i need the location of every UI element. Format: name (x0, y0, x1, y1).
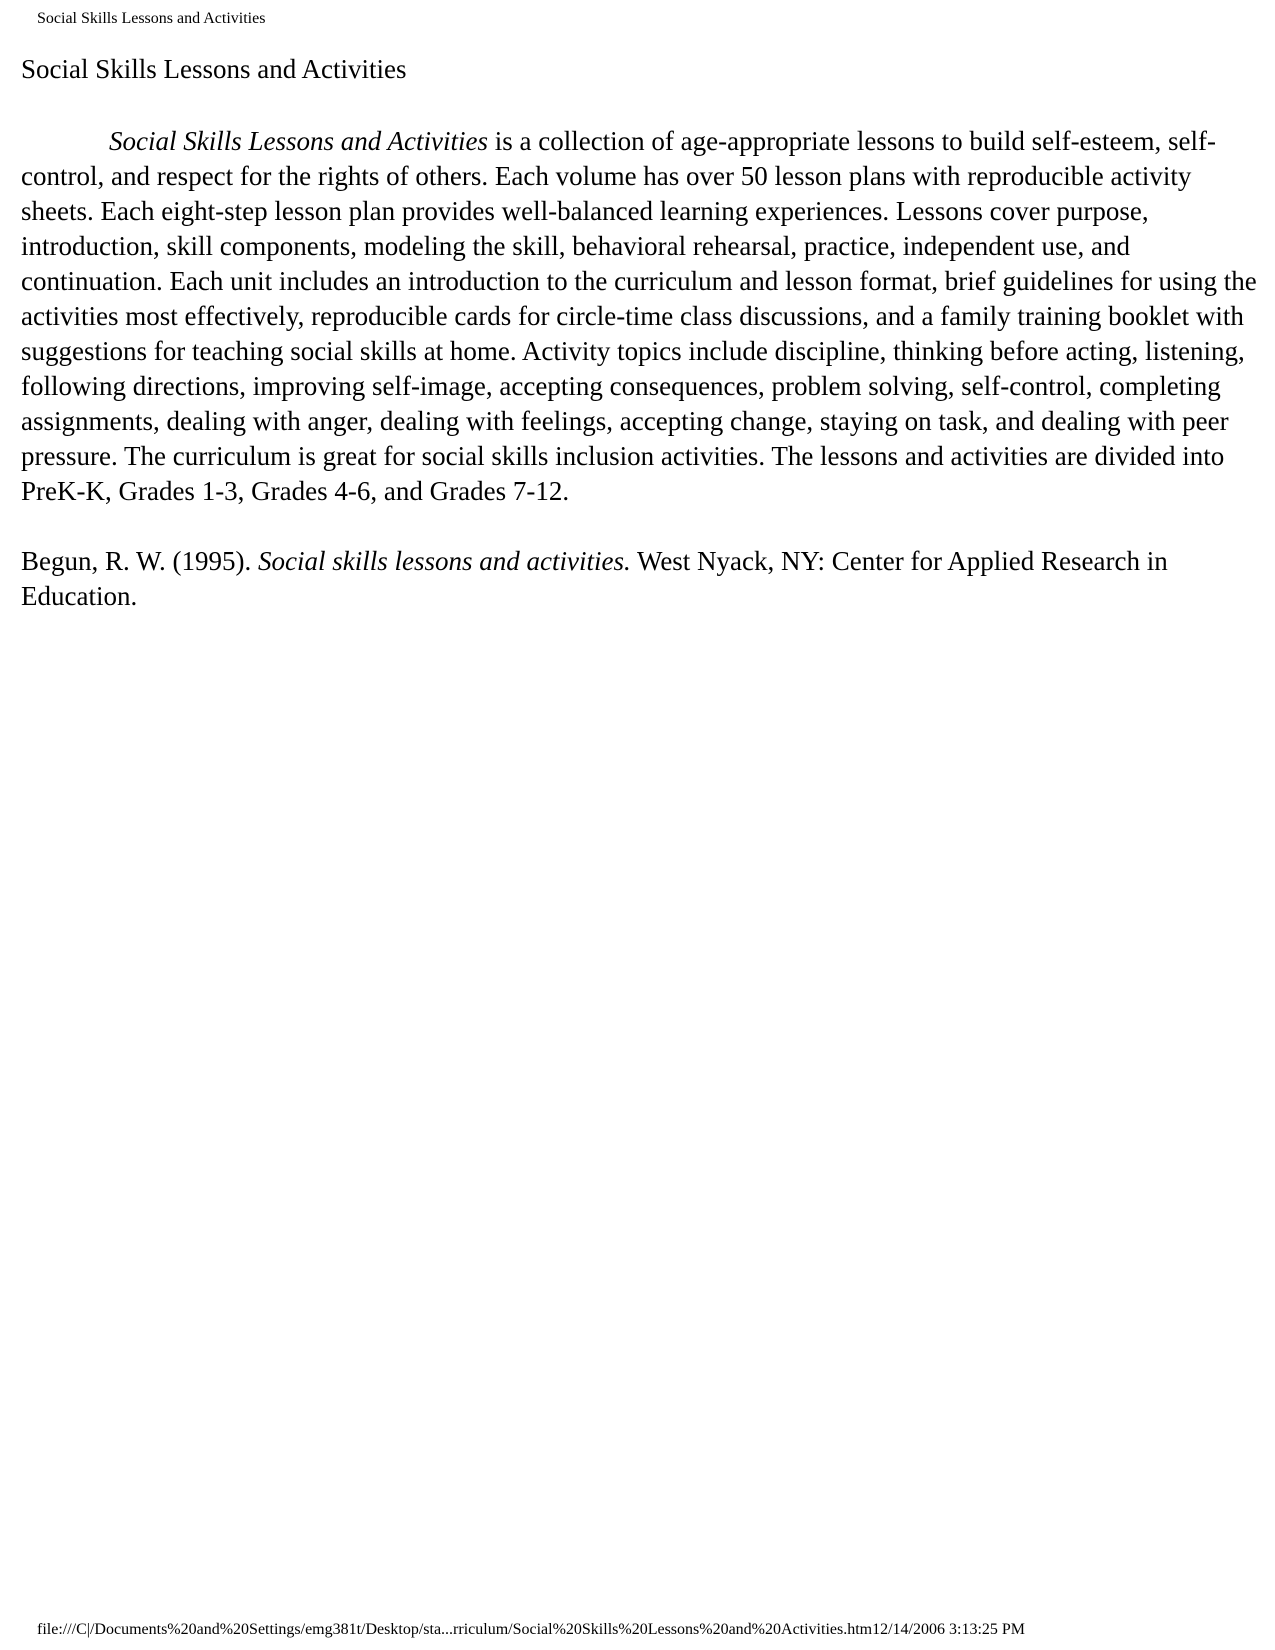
description-italic-title: Social Skills Lessons and Activities (109, 126, 488, 156)
print-header-title: Social Skills Lessons and Activities (37, 10, 266, 27)
citation-authors-year: Begun, R. W. (1995). (21, 546, 259, 576)
citation-publisher: West Nyack, NY: Center for Applied Research in Education. (21, 546, 1168, 611)
citation-paragraph (21, 544, 1261, 614)
print-footer-path: file:///C|/Documents%20and%20Settings/emg381t/Desktop/sta...rriculum/Social%20Skills%20Lessons%20and%20Activities.htm12/14/2006 3:13:25 PM (37, 1621, 1026, 1638)
description-paragraph (21, 124, 1261, 509)
page-title: Social Skills Lessons and Activities (21, 54, 407, 84)
document-content (21, 52, 1261, 614)
description-text: is a collection of age-appropriate lessons to build self-esteem, self-control, and respect for the rights of others. Each volume has over 50 lesson plans with reproducible activity sheets. Each eight-step lesson plan provides well-balanced learning experiences. Lessons cover purpose, introduction, skill components, modeling the skill, behavioral rehearsal, practice, independent use, and continuation. Each unit includes an introduction to the curriculum and lesson format, brief guidelines for using the activities most effectively, reproducible cards for circle-time class discussions, and a family training booklet with suggestions for teaching social skills at home. Activity topics include discipline, thinking before acting, listening, following directions, improving self-image, accepting consequences, problem solving, self-control, completing assignments, dealing with anger, dealing with feelings, accepting change, staying on task, and dealing with peer pressure. The curriculum is great for social skills inclusion activities. The lessons and activities are divided into PreK-K, Grades 1-3, Grades 4-6, and Grades 7-12. (21, 126, 1257, 506)
citation-italic-title: Social skills lessons and activities. (258, 546, 631, 576)
